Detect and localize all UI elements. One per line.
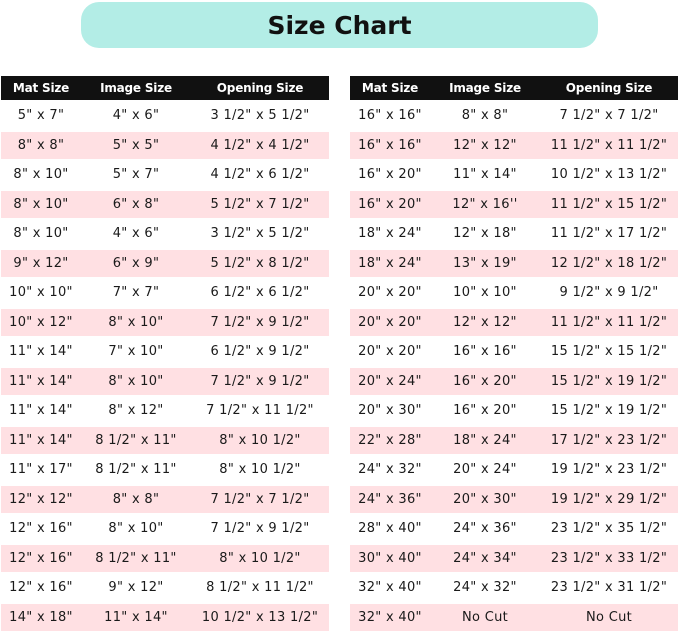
opening-size-cell: 7 1/2" x 7 1/2" <box>559 108 659 124</box>
image-size-cell: 20" x 30" <box>430 485 540 515</box>
image-size-cell: 24" x 32" <box>453 580 517 596</box>
table-row <box>350 603 678 632</box>
opening-size-cell: 7 1/2" x 9 1/2" <box>210 521 310 537</box>
image-size-cell: 12" x 16'' <box>430 190 540 220</box>
opening-size-cell: 6 1/2" x 9 1/2" <box>210 344 310 360</box>
mat-size-cell: 5" x 7" <box>17 108 65 124</box>
mat-size-cell: 16" x 20" <box>358 167 422 183</box>
opening-size-cell: 8" x 10 1/2" <box>219 462 301 478</box>
image-size-cell: 16" x 20" <box>430 367 540 397</box>
opening-size-cell: 9 1/2" x 9 1/2" <box>559 285 659 301</box>
table-row <box>1 101 329 131</box>
header-opening-size: Opening Size <box>191 76 329 101</box>
mat-size-cell: 14" x 18" <box>1 603 81 632</box>
opening-size-cell: 8 1/2" x 11 1/2" <box>206 580 314 596</box>
table-row <box>1 308 329 338</box>
image-size-cell: 7" x 10" <box>108 344 164 360</box>
opening-size-cell: 5 1/2" x 8 1/2" <box>191 249 329 279</box>
table-row <box>350 573 678 603</box>
opening-size-cell: 8" x 10 1/2" <box>191 426 329 456</box>
mat-size-cell: 11" x 17" <box>9 462 73 478</box>
table-row <box>350 219 678 249</box>
mat-size-cell: 24" x 32" <box>358 462 422 478</box>
size-table-left <box>1 76 329 631</box>
mat-size-cell: 24" x 36" <box>350 485 430 515</box>
image-size-cell: 7" x 7" <box>112 285 160 301</box>
opening-size-cell: 23 1/2" x 33 1/2" <box>540 544 678 574</box>
image-size-cell: 13" x 19" <box>430 249 540 279</box>
image-size-cell: 8" x 10" <box>81 367 191 397</box>
opening-size-cell: 11 1/2" x 11 1/2" <box>540 308 678 338</box>
header-mat-size: Mat Size <box>350 76 430 101</box>
opening-size-cell: 15 1/2" x 15 1/2" <box>550 344 668 360</box>
opening-size-cell: 8" x 10 1/2" <box>191 544 329 574</box>
opening-size-cell: 3 1/2" x 5 1/2" <box>210 226 310 242</box>
image-size-cell: 8" x 10" <box>81 308 191 338</box>
opening-size-cell: 11 1/2" x 17 1/2" <box>550 226 668 242</box>
mat-size-cell: 10" x 12" <box>1 308 81 338</box>
opening-size-cell: 10 1/2" x 13 1/2" <box>191 603 329 632</box>
mat-size-cell: 30" x 40" <box>350 544 430 574</box>
table-row <box>350 544 678 574</box>
table-row <box>1 455 329 485</box>
opening-size-cell: 6 1/2" x 6 1/2" <box>210 285 310 301</box>
image-size-cell: 18" x 24" <box>430 426 540 456</box>
image-size-cell: 9" x 12" <box>108 580 164 596</box>
table-row <box>1 337 329 367</box>
table-row <box>350 160 678 190</box>
image-size-cell: 20" x 24" <box>453 462 517 478</box>
image-size-cell: 6" x 8" <box>81 190 191 220</box>
mat-size-cell: 9" x 12" <box>1 249 81 279</box>
table-row <box>1 278 329 308</box>
image-size-cell: 5" x 5" <box>81 131 191 161</box>
mat-size-cell: 11" x 14" <box>9 344 73 360</box>
mat-size-cell: 18" x 24" <box>358 226 422 242</box>
table-row <box>1 485 329 515</box>
table-row <box>1 544 329 574</box>
mat-size-cell: 12" x 16" <box>1 544 81 574</box>
table-row <box>1 160 329 190</box>
opening-size-cell: 7 1/2" x 9 1/2" <box>191 367 329 397</box>
table-row <box>1 249 329 279</box>
mat-size-cell: 20" x 20" <box>350 308 430 338</box>
image-size-cell: 8 1/2" x 11" <box>81 426 191 456</box>
header-opening-size: Opening Size <box>540 76 678 101</box>
mat-size-cell: 8" x 8" <box>1 131 81 161</box>
opening-size-cell: 15 1/2" x 19 1/2" <box>550 403 668 419</box>
image-size-cell: 5" x 7" <box>112 167 160 183</box>
mat-size-cell: 12" x 12" <box>1 485 81 515</box>
mat-size-cell: 20" x 30" <box>358 403 422 419</box>
mat-size-cell: 32" x 40" <box>350 603 430 632</box>
opening-size-cell: 7 1/2" x 9 1/2" <box>191 308 329 338</box>
mat-size-cell: 28" x 40" <box>358 521 422 537</box>
opening-size-cell: 15 1/2" x 19 1/2" <box>540 367 678 397</box>
image-size-cell: 8" x 10" <box>108 521 164 537</box>
opening-size-cell: 19 1/2" x 29 1/2" <box>540 485 678 515</box>
image-size-cell: 6" x 9" <box>81 249 191 279</box>
mat-size-cell: 8" x 10" <box>1 190 81 220</box>
header-image-size: Image Size <box>430 76 540 101</box>
mat-size-cell: 16" x 20" <box>350 190 430 220</box>
image-size-cell: 8" x 8" <box>461 108 509 124</box>
image-size-cell: 8" x 12" <box>108 403 164 419</box>
opening-size-cell: 11 1/2" x 11 1/2" <box>540 131 678 161</box>
table-row <box>350 337 678 367</box>
title-banner <box>81 2 598 48</box>
table-row <box>350 249 678 279</box>
table-row <box>1 396 329 426</box>
image-size-cell: 16" x 16" <box>453 344 517 360</box>
mat-size-cell: 11" x 14" <box>9 403 73 419</box>
mat-size-cell: 10" x 10" <box>9 285 73 301</box>
mat-size-cell: 32" x 40" <box>358 580 422 596</box>
opening-size-cell: 4 1/2" x 4 1/2" <box>191 131 329 161</box>
opening-size-cell: 19 1/2" x 23 1/2" <box>550 462 668 478</box>
header-mat-size: Mat Size <box>1 76 81 101</box>
table-row <box>350 455 678 485</box>
mat-size-cell: 18" x 24" <box>350 249 430 279</box>
opening-size-cell: 23 1/2" x 31 1/2" <box>550 580 668 596</box>
table-row <box>350 426 678 456</box>
table-row <box>350 278 678 308</box>
mat-size-cell: 8" x 10" <box>13 226 69 242</box>
image-size-cell: 8 1/2" x 11" <box>95 462 177 478</box>
image-size-cell: 10" x 10" <box>453 285 517 301</box>
table-row <box>350 514 678 544</box>
table-row <box>1 603 329 632</box>
image-size-cell: 8" x 8" <box>81 485 191 515</box>
mat-size-cell: 16" x 16" <box>358 108 422 124</box>
opening-size-cell: 4 1/2" x 6 1/2" <box>210 167 310 183</box>
table-row <box>1 514 329 544</box>
mat-size-cell: 11" x 14" <box>1 367 81 397</box>
table-row <box>1 367 329 397</box>
opening-size-cell: 7 1/2" x 11 1/2" <box>206 403 314 419</box>
opening-size-cell: 11 1/2" x 15 1/2" <box>540 190 678 220</box>
image-size-cell: 16" x 20" <box>453 403 517 419</box>
image-size-cell: 12" x 12" <box>430 308 540 338</box>
table-row <box>350 190 678 220</box>
image-size-cell: 12" x 12" <box>430 131 540 161</box>
opening-size-cell: 17 1/2" x 23 1/2" <box>540 426 678 456</box>
opening-size-cell: 5 1/2" x 7 1/2" <box>191 190 329 220</box>
image-size-cell: No Cut <box>430 603 540 632</box>
table-row <box>1 426 329 456</box>
mat-size-cell: 20" x 24" <box>350 367 430 397</box>
table-row <box>350 485 678 515</box>
image-size-cell: 24" x 34" <box>430 544 540 574</box>
image-size-cell: 8 1/2" x 11" <box>81 544 191 574</box>
image-size-cell: 11" x 14" <box>81 603 191 632</box>
header-image-size: Image Size <box>81 76 191 101</box>
table-row <box>350 367 678 397</box>
opening-size-cell: 23 1/2" x 35 1/2" <box>550 521 668 537</box>
opening-size-cell: No Cut <box>540 603 678 632</box>
opening-size-cell: 10 1/2" x 13 1/2" <box>550 167 668 183</box>
size-table-right <box>350 76 678 631</box>
table-row <box>350 396 678 426</box>
mat-size-cell: 20" x 20" <box>358 344 422 360</box>
image-size-cell: 11" x 14" <box>453 167 517 183</box>
table-row <box>350 131 678 161</box>
image-size-cell: 4" x 6" <box>112 108 160 124</box>
header-row <box>1 76 329 101</box>
table-row <box>1 219 329 249</box>
opening-size-cell: 12 1/2" x 18 1/2" <box>540 249 678 279</box>
mat-size-cell: 12" x 16" <box>9 580 73 596</box>
page-title: Size Chart <box>267 10 412 40</box>
header-row <box>350 76 678 101</box>
table-row <box>350 101 678 131</box>
mat-size-cell: 22" x 28" <box>350 426 430 456</box>
mat-size-cell: 8" x 10" <box>13 167 69 183</box>
image-size-cell: 4" x 6" <box>112 226 160 242</box>
mat-size-cell: 20" x 20" <box>358 285 422 301</box>
table-row <box>1 573 329 603</box>
mat-size-cell: 11" x 14" <box>1 426 81 456</box>
table-row <box>1 131 329 161</box>
opening-size-cell: 3 1/2" x 5 1/2" <box>210 108 310 124</box>
mat-size-cell: 16" x 16" <box>350 131 430 161</box>
mat-size-cell: 12" x 16" <box>9 521 73 537</box>
table-row <box>350 308 678 338</box>
table-row <box>1 190 329 220</box>
image-size-cell: 12" x 18" <box>453 226 517 242</box>
opening-size-cell: 7 1/2" x 7 1/2" <box>191 485 329 515</box>
image-size-cell: 24" x 36" <box>453 521 517 537</box>
